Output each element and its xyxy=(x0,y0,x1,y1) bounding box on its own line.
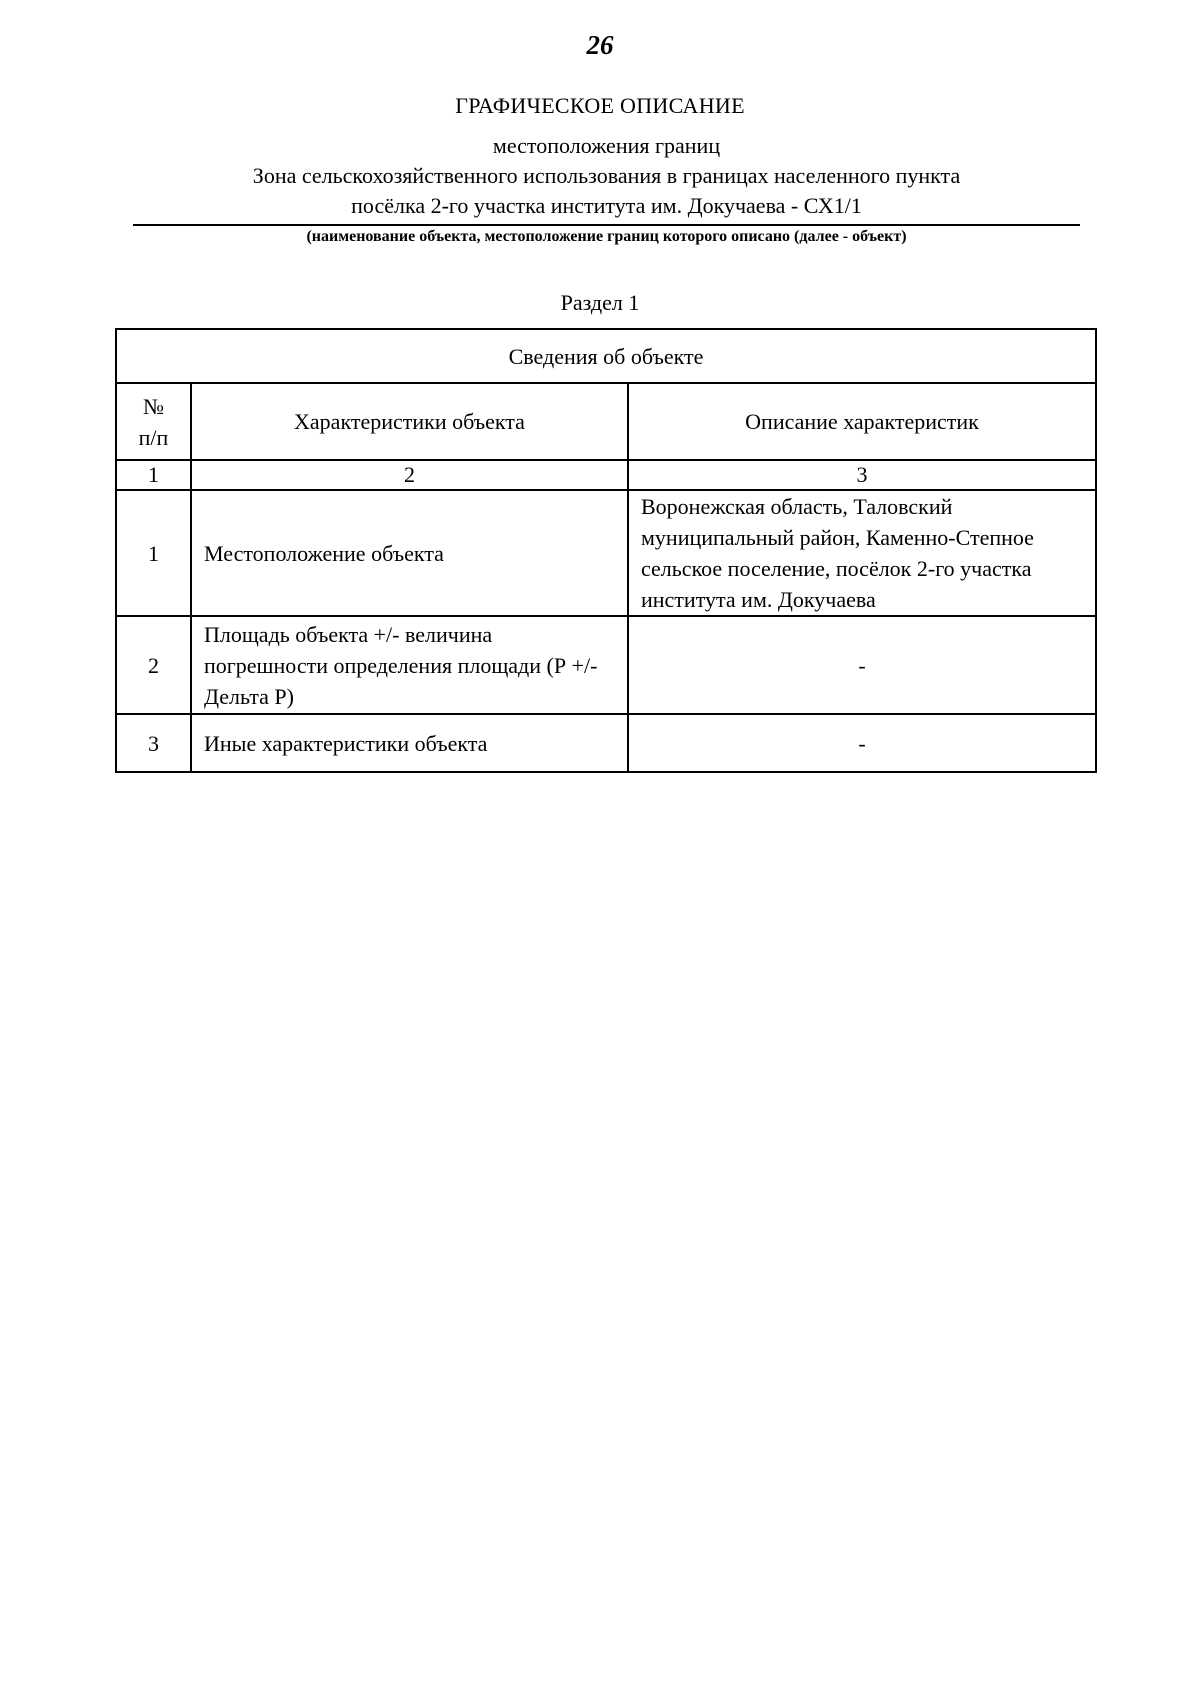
column-number-2: 2 xyxy=(191,460,628,490)
subtitle-line-2: Зона сельскохозяйственного использования в границах населенного пункта xyxy=(252,163,961,188)
subtitle-line-3: посёлка 2-го участка института им. Докучаева - СХ1/1 xyxy=(351,193,862,218)
section-title: Раздел 1 xyxy=(560,290,640,315)
table-header: Сведения об объекте xyxy=(116,329,1096,383)
row-description: - xyxy=(628,616,1096,714)
row-characteristic: Местоположение объекта xyxy=(191,490,628,616)
table-row xyxy=(116,616,1096,714)
column-header-characteristic: Характеристики объекта xyxy=(191,383,628,460)
object-name-block xyxy=(133,131,1080,221)
table-row xyxy=(116,490,1096,616)
table-row xyxy=(116,714,1096,772)
column-number-3: 3 xyxy=(628,460,1096,490)
row-description: Воронежская область, Таловский муниципальный район, Каменно-Степное сельское поселение, посёлок 2-го участка института им. Докучаева xyxy=(628,490,1096,616)
row-characteristic: Иные характеристики объекта xyxy=(191,714,628,772)
row-characteristic: Площадь объекта +/- величина погрешности определения площади (Р +/- Дельта Р) xyxy=(191,616,628,714)
column-header-description: Описание характеристик xyxy=(628,383,1096,460)
object-caption: (наименование объекта, местоположение границ которого описано (далее - объект) xyxy=(306,228,907,245)
table-column-numbers xyxy=(116,460,1096,490)
column-number-1: 1 xyxy=(116,460,191,490)
row-description: - xyxy=(628,714,1096,772)
subtitle-line-1: местоположения границ xyxy=(492,133,721,158)
table-column-headers xyxy=(116,383,1096,460)
object-info-table xyxy=(115,328,1097,773)
underline-rule xyxy=(133,224,1080,226)
table-header-row xyxy=(116,329,1096,383)
column-header-num: № п/п xyxy=(116,383,191,460)
row-number: 2 xyxy=(116,616,191,714)
page-number: 26 xyxy=(586,30,614,60)
document-title: ГРАФИЧЕСКОЕ ОПИСАНИЕ xyxy=(455,93,745,118)
row-number: 1 xyxy=(116,490,191,616)
row-number: 3 xyxy=(116,714,191,772)
